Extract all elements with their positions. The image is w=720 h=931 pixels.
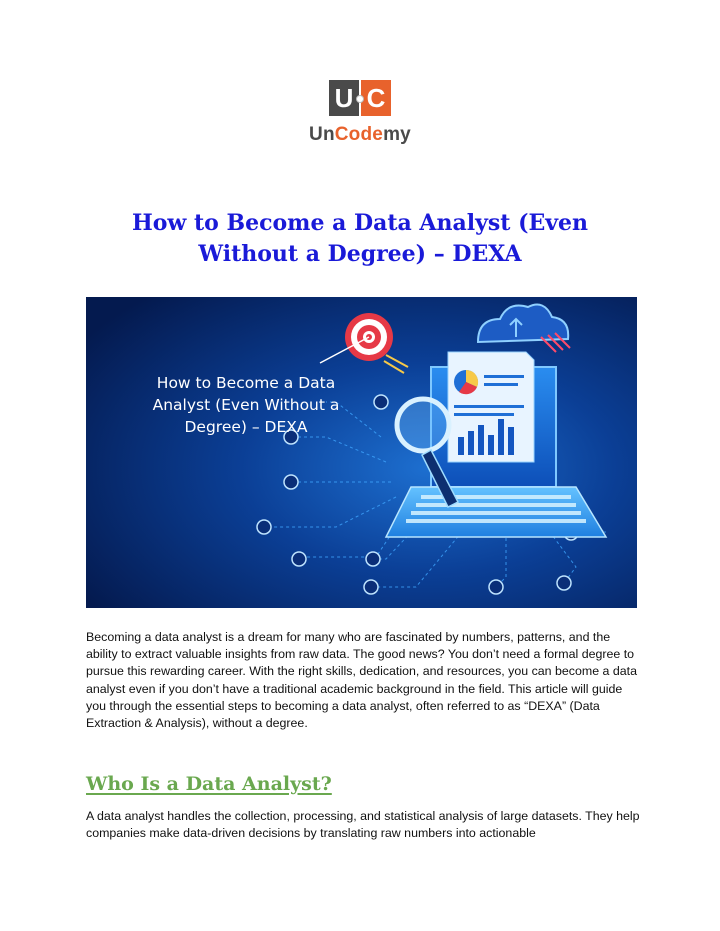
logo-letter-c: C <box>361 80 391 116</box>
intro-paragraph: Becoming a data analyst is a dream for many who are fascinated by numbers, patterns, and the ability to extract valuable insights from raw data. The good news? You don’t need a formal degree to pursue this rewarding career. With the right skills, dedication, and resources, you can become a data analyst even if you don’t have a traditional academic background in the field. This article will guide you through the essential steps to becoming a data analyst, often referred to as “DEXA” (Data Extraction & Analysis), without a degree. <box>86 630 637 731</box>
wordmark-part-1: Un <box>309 124 335 145</box>
section-heading: Who Is a Data Analyst? <box>86 773 332 795</box>
hero-illustration <box>86 297 637 608</box>
logo-letter-u: U <box>329 80 359 116</box>
logo-dot <box>356 95 364 103</box>
page-title: How to Become a Data Analyst (Even Without a Degree) – DEXA <box>131 210 589 267</box>
hero-caption-line: How to Become a Data <box>156 374 336 392</box>
hero-caption-line: Degree) – DEXA <box>184 418 308 436</box>
hero-caption-line: Analyst (Even Without a <box>152 396 340 414</box>
wordmark-part-3: my <box>383 124 411 145</box>
section-paragraph: A data analyst handles the collection, processing, and statistical analysis of large datasets. They help companies make data-driven decisions by translating raw numbers into actionable <box>86 809 640 841</box>
wordmark-part-2: Code <box>334 124 384 145</box>
uncodemy-logo <box>303 80 417 148</box>
hero-image <box>86 297 637 608</box>
logo-wordmark <box>303 124 417 146</box>
hero-caption <box>126 372 366 438</box>
